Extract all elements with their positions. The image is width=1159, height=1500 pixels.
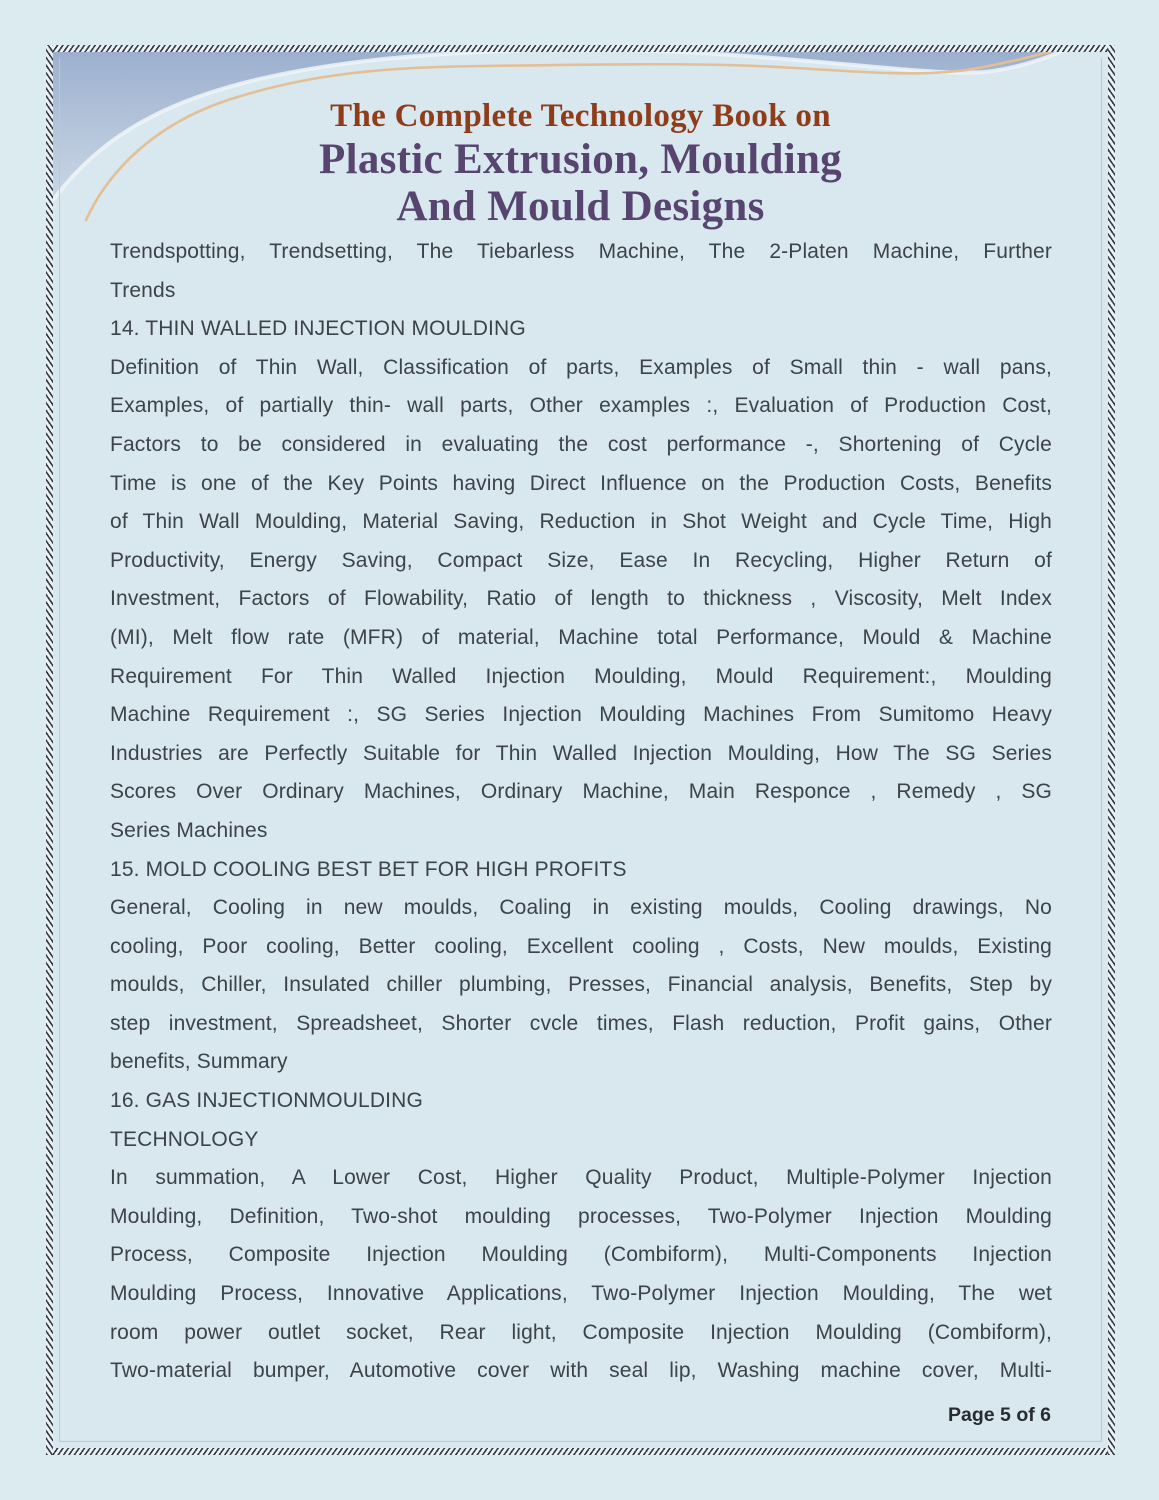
toc-heading-15: 15. MOLD COOLING BEST BET FOR HIGH PROFITS (110, 857, 627, 881)
page-number: Page 5 of 6 (948, 1403, 1051, 1426)
toc-line: General, Cooling in new moulds, Coaling in existing moulds, Cooling drawings, No (110, 896, 1052, 920)
toc-line: Trendspotting, Trendsetting, The Tiebarless Machine, The 2-Platen Machine, Further (110, 240, 1052, 263)
toc-line: room power outlet socket, Rear light, Composite Injection Moulding (Combiform), (110, 1320, 1052, 1344)
toc-line: of Thin Wall Moulding, Material Saving, Reduction in Shot Weight and Cycle Time, High (110, 510, 1052, 534)
border-right-edge (1108, 45, 1115, 1455)
toc-line: moulds, Chiller, Insulated chiller plumbing, Presses, Financial analysis, Benefits, Step by (110, 973, 1052, 997)
toc-line: Investment, Factors of Flowability, Ratio of length to thickness , Viscosity, Melt Index (110, 587, 1052, 611)
toc-line: (MI), Melt flow rate (MFR) of material, Machine total Performance, Mould & Machine (110, 625, 1052, 649)
toc-line: cooling, Poor cooling, Better cooling, Excellent cooling , Costs, New moulds, Existing (110, 934, 1052, 958)
toc-line: Two-material bumper, Automotive cover with seal lip, Washing machine cover, Multi- (110, 1359, 1052, 1383)
toc-line: Productivity, Energy Saving, Compact Size, Ease In Recycling, Higher Return of (110, 548, 1052, 572)
border-top-edge (46, 45, 1115, 52)
border-left-edge (46, 45, 53, 1455)
toc-line: Time is one of the Key Points having Direct Influence on the Production Costs, Benefits (110, 471, 1052, 495)
toc-line: Scores Over Ordinary Machines, Ordinary Machine, Main Responce , Remedy , SG (110, 780, 1052, 804)
book-title-line1: Plastic Extrusion, Moulding (319, 136, 842, 183)
toc-line: Moulding, Definition, Two-shot moulding processes, Two-Polymer Injection Moulding (110, 1204, 1052, 1228)
toc-line: Trends (110, 278, 176, 302)
toc-line: Moulding Process, Innovative Applications, Two-Polymer Injection Moulding, The wet (110, 1282, 1052, 1306)
toc-heading-14: 14. THIN WALLED INJECTION MOULDING (110, 317, 526, 341)
toc-line: step investment, Spreadsheet, Shorter cvcle times, Flash reduction, Profit gains, Other (110, 1011, 1052, 1035)
book-title-line2: And Mould Designs (396, 183, 765, 230)
toc-heading-technology: TECHNOLOGY (110, 1127, 259, 1151)
toc-line: Series Machines (110, 818, 268, 842)
toc-line: Industries are Perfectly Suitable for Thin Walled Injection Moulding, How The SG Series (110, 741, 1052, 765)
series-title: The Complete Technology Book on (330, 98, 831, 134)
toc-text-column (53, 52, 1108, 1391)
toc-line: Factors to be considered in evaluating the cost performance -, Shortening of Cycle (110, 432, 1052, 456)
toc-line: benefits, Summary (110, 1050, 288, 1074)
toc-line: In summation, A Lower Cost, Higher Quality Product, Multiple-Polymer Injection (110, 1166, 1052, 1190)
toc-line: Definition of Thin Wall, Classification of parts, Examples of Small thin - wall pans, (110, 355, 1052, 379)
toc-line: Process, Composite Injection Moulding (Combiform), Multi-Components Injection (110, 1243, 1052, 1267)
border-bottom-edge (46, 1448, 1115, 1455)
toc-heading-16: 16. GAS INJECTIONMOULDING (110, 1089, 423, 1113)
toc-line: Examples, of partially thin- wall parts, Other examples :, Evaluation of Production Cost, (110, 394, 1052, 418)
toc-line: Requirement For Thin Walled Injection Moulding, Mould Requirement:, Moulding (110, 664, 1052, 688)
page-content (53, 52, 1108, 1448)
toc-line: Machine Requirement :, SG Series Injection Moulding Machines From Sumitomo Heavy (110, 703, 1052, 727)
